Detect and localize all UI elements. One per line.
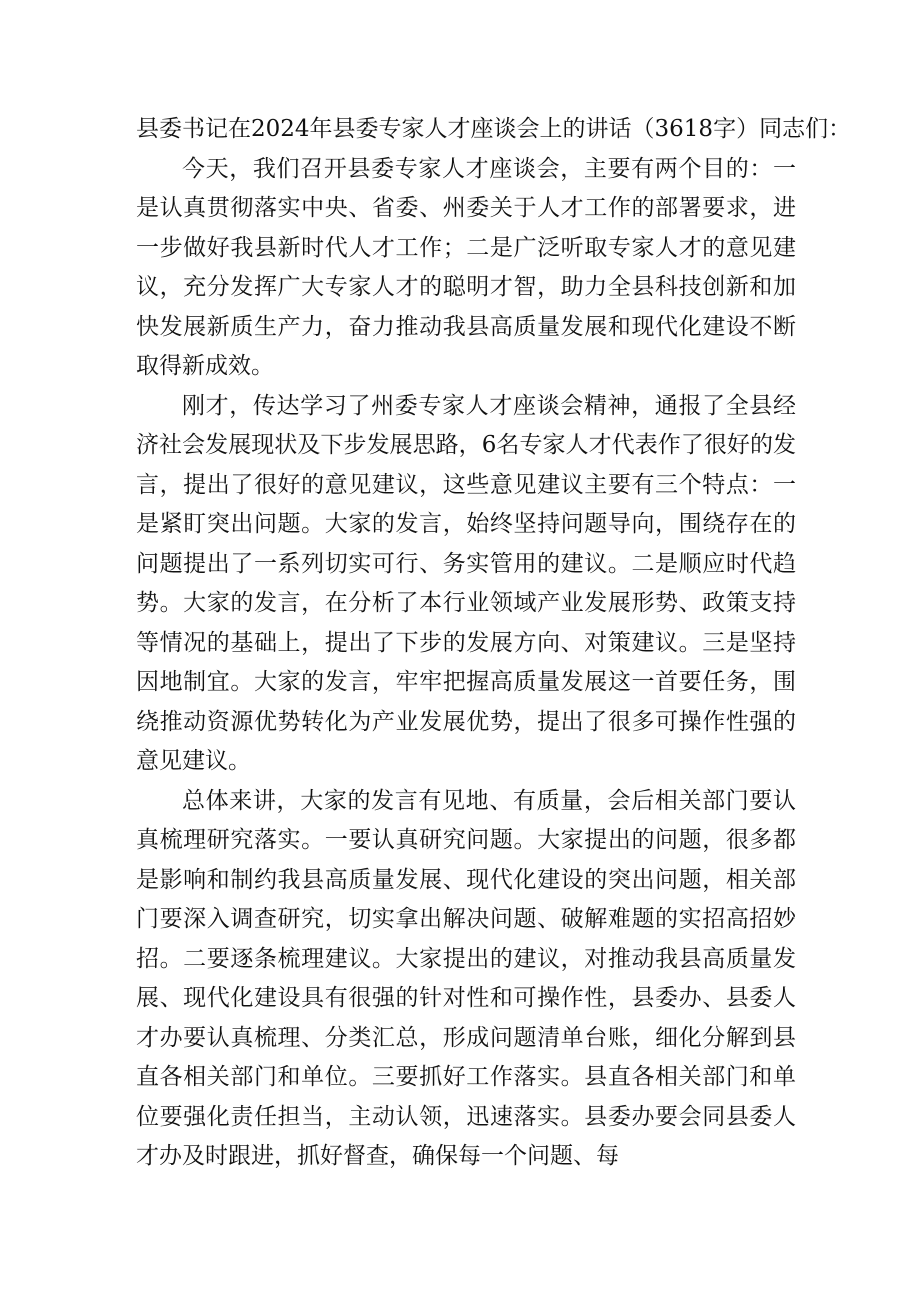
paragraph-2: 刚才，传达学习了州委专家人才座谈会精神，通报了全县经济社会发展现状及下步发展思路，6名专家人才代表作了很好的发言，提出了很好的意见建议，这些意见建议主要有三个特点：一是紧盯突出问题。大家的发言，始终坚持问题导向，围绕存在的问题提出了一系列切实可行、务实管用的建议。二是顺应时代趋势。大家的发言，在分析了本行业领域产业发展形势、政策支持等情况的基础上，提出了下步的发展方向、对策建议。三是坚持因地制宜。大家的发言，牢牢把握高质量发展这一首要任务，围绕推动资源优势转化为产业发展优势，提出了很多可操作性强的意见建议。 bbox=[136, 392, 796, 774]
document-title-line: 县委书记在2024年县委专家人才座谈会上的讲话（3618字）同志们： bbox=[136, 116, 852, 142]
paragraph-1: 今天，我们召开县委专家人才座谈会，主要有两个目的：一是认真贯彻落实中央、省委、州委关于人才工作的部署要求，进一步做好我县新时代人才工作；二是广泛听取专家人才的意见建议，充分发挥广大专家人才的聪明才智，助力全县科技创新和加快发展新质生产力，奋力推动我县高质量发展和现代化建设不断取得新成效。 bbox=[136, 155, 796, 379]
paragraph-3: 总体来讲，大家的发言有见地、有质量，会后相关部门要认真梳理研究落实。一要认真研究问题。大家提出的问题，很多都是影响和制约我县高质量发展、现代化建设的突出问题，相关部门要深入调查研究，切实拿出解决问题、破解难题的实招高招妙招。二要逐条梳理建议。大家提出的建议，对推动我县高质量发展、现代化建设具有很强的针对性和可操作性，县委办、县委人才办要认真梳理、分类汇总，形成问题清单台账，细化分解到县直各相关部门和单位。三要抓好工作落实。县直各相关部门和单位要强化责任担当，主动认领，迅速落实。县委办要会同县委人才办及时跟进，抓好督查，确保每一个问题、每 bbox=[136, 787, 796, 1169]
document-page bbox=[136, 110, 852, 1177]
